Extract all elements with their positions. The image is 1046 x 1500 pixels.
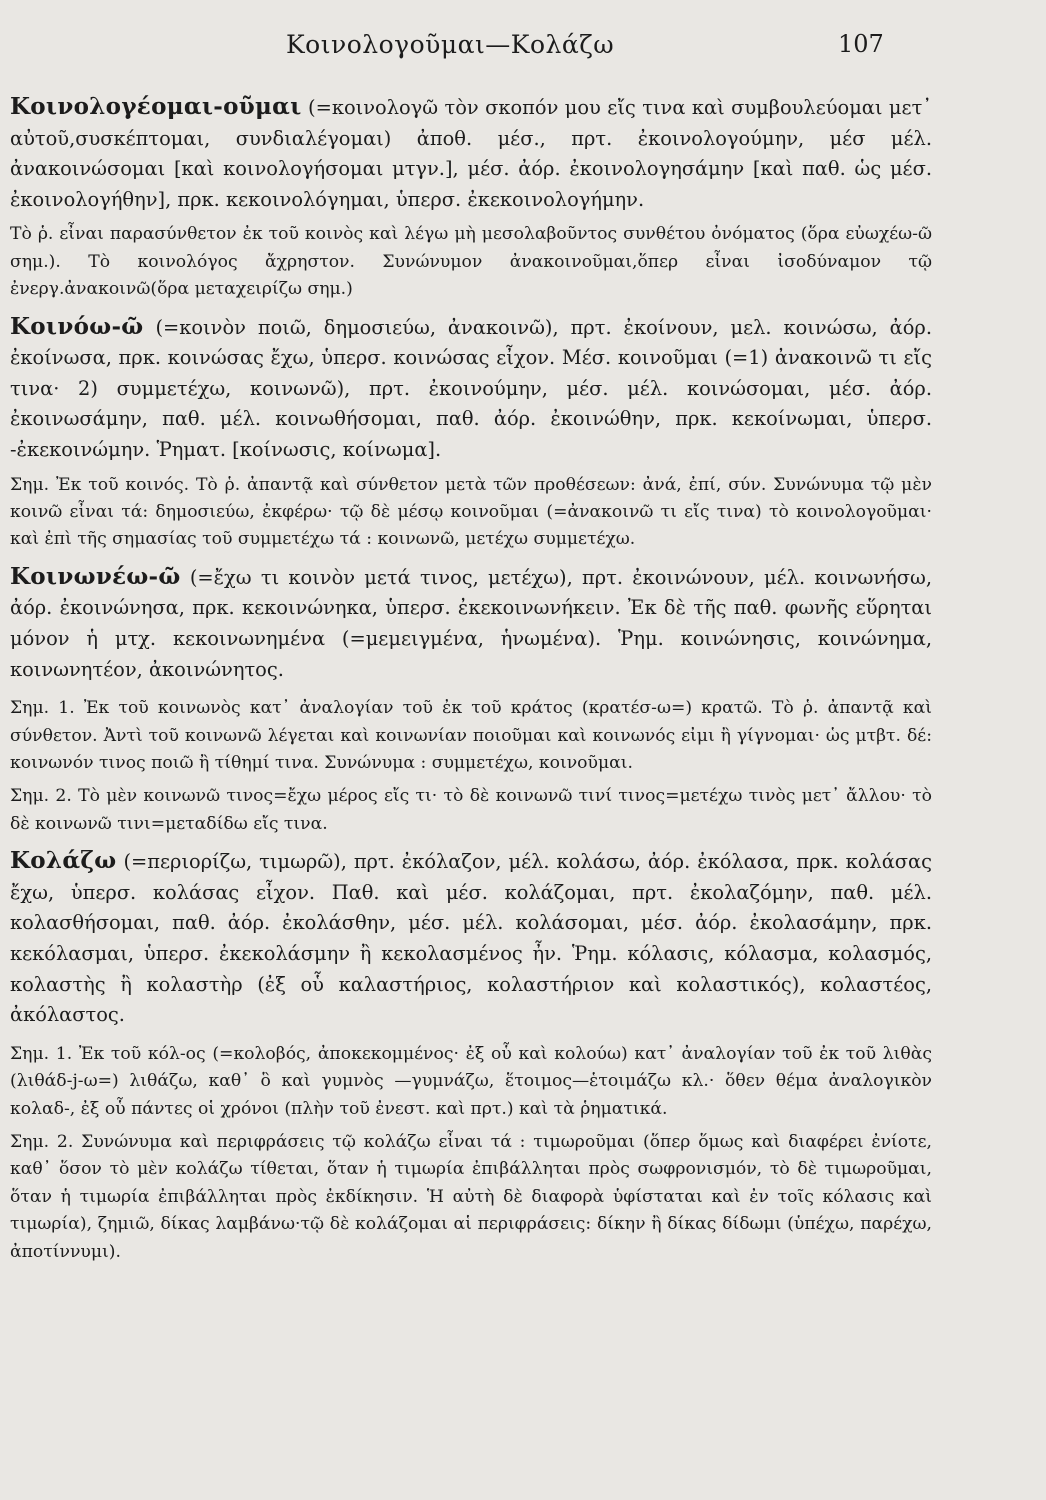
page-body (10, 92, 932, 1266)
entry-note (10, 1129, 932, 1266)
note-text: Σημ. 1. Ἐκ τοῦ κοινωνὸς κατ᾽ ἀναλογίαν τοῦ ἐκ τοῦ κράτος (κρατέσ-ω=) κρατῶ. Τὸ ῥ. ἀπαντᾷ καὶ σύνθετον. Ἀντὶ τοῦ κοινωνῶ λέγεται καὶ κοινωνίαν ποιοῦμαι καὶ κοινωνός εἰμι ἢ γίγνομαι· ὡς μτβτ. δέ: κοινωνόν τινος ποιῶ ἢ τίθημί τινα. Συνώνυμα : συμμετέχω, κοινοῦμαι. (10, 698, 932, 773)
headword: Κοινόω-ῶ (10, 312, 144, 340)
entry-kolazo (10, 846, 932, 1266)
headword: Κοινωνέω-ῶ (10, 562, 181, 590)
note-text: Σημ. 2. Συνώνυμα καὶ περιφράσεις τῷ κολάζω εἶναι τά : τιμωροῦμαι (ὅπερ ὅμως καὶ διαφέρει ἐνίοτε, καθ᾽ ὅσον τὸ μὲν κολάζω τίθεται, ὅταν ἡ τιμωρία ἐπιβάλληται πρὸς σωφρονισμόν, τὸ δὲ τιμωροῦμαι, ὅταν ἡ τιμωρία ἐπιβάλληται πρὸς ἐκδίκησιν. Ἡ αὐτὴ δὲ διαφορὰ ὑφίσταται καὶ ἐν τοῖς κόλασις καὶ τιμωρία), ζημιῶ, δίκας λαμβάνω·τῷ δὲ κολάζομαι αἱ περιφράσεις: δίκην ἢ δίκας δίδωμι (ὑπέχω, παρέχω, ἀποτίννυμι). (10, 1131, 932, 1262)
entry-definition: (=περιορίζω, τιμωρῶ), πρτ. ἐκόλαζον, μέλ. κολάσω, ἀόρ. ἐκόλασα, πρκ. κολάσας ἔχω, ὑπερσ. κολάσας εἶχον. Παθ. καὶ μέσ. κολάζομαι, πρτ. ἐκολαζόμην, παθ. μέλ. κολασθήσομαι, παθ. ἀόρ. ἐκολάσθην, μέσ. μέλ. κολάσομαι, μέσ. ἀόρ. ἐκολασάμην, πρκ. κεκόλασμαι, ὑπερσ. ἐκεκολάσμην ἢ κεκολασμένος ἦν. Ῥημ. κόλασις, κόλασμα, κολασμός, κολαστὴς ἢ κολαστὴρ (ἐξ οὗ καλαστήριος, κολαστήριον καὶ κολαστικός), κολαστέος, ἀκόλαστος. (10, 850, 932, 1027)
note-text: Σημ. 1. Ἐκ τοῦ κόλ-ος (=κολοβός, ἀποκεκομμένος· ἐξ οὗ καὶ κολούω) κατ᾽ ἀναλογίαν τοῦ ἐκ τοῦ λιθὰς (λιθάδ-j-ω=) λιθάζω, καθ᾽ ὃ καὶ γυμνὸς —γυμνάζω, ἕτοιμος—ἑτοιμάζω κλ.· ὅθεν θέμα ἀναλογικὸν κολαδ-, ἐξ οὗ πάντες οἱ χρόνοι (πλὴν τοῦ ἐνεστ. καὶ πρτ.) καὶ τὰ ῥηματικά. (10, 1043, 932, 1119)
entry-text (10, 312, 932, 466)
entry-note (10, 472, 932, 554)
note-text: Τὸ ῥ. εἶναι παρασύνθετον ἐκ τοῦ κοινὸς καὶ λέγω μὴ μεσολαβοῦντος συνθέτου ὀνόματος (ὅρα εὐωχέω-ῶ σημ.). Τὸ κοινολόγος ἄχρηστον. Συνώνυμον ἀνακοινοῦμαι,ὅπερ εἶναι ἰσοδύναμον τῷ ἐνεργ.ἀνακοινῶ(ὅρα μεταχειρίζω σημ.) (10, 224, 932, 300)
headword: Κοινολογέομαι-οῦμαι (10, 93, 302, 120)
entry-koinoo (10, 312, 932, 554)
page-number: 107 (838, 30, 884, 58)
entry-definition: (=κοινολογῶ τὸν σκοπόν μου εἴς τινα καὶ συμβουλεύομαι μετ᾽ αὐτοῦ,συσκέπτομαι, συνδιαλέγομαι) ἀποθ. μέσ., πρτ. ἐκοινολογούμην, μέσ μέλ. ἀνακοινώσομαι [καὶ κοινολογήσομαι μτγν.], μέσ. ἀόρ. ἐκοινολογησάμην [καὶ παθ. ὡς μέσ. ἐκοινολογήθην], πρκ. κεκοινολόγημαι, ὑπερσ. ἐκεκοινολογήμην. (10, 96, 932, 211)
entry-note (10, 221, 932, 303)
headword: Κολάζω (10, 847, 117, 875)
note-text: Σημ. Ἐκ τοῦ κοινός. Τὸ ῥ. ἀπαντᾷ καὶ σύνθετον μετὰ τῶν προθέσεων: ἀνά, ἐπί, σύν. Συνώνυμα τῷ μὲν κοινῶ εἶναι τά: δημοσιεύω, ἐκφέρω· τῷ δὲ μέσῳ κοινοῦμαι (=ἀνακοινῶ τι εἴς τινα) τὸ κοινολογοῦμαι· καὶ ἐπὶ τῆς σημασίας τοῦ συμμετέχω τά : κοινωνῶ, μετέχω συμμετέχω. (10, 474, 932, 550)
entry-text (10, 92, 932, 215)
entry-definition: (=ἔχω τι κοινὸν μετά τινος, μετέχω), πρτ. ἐκοινώνουν, μέλ. κοινωνήσω, ἀόρ. ἐκοινώνησα, πρκ. κεκοινώνηκα, ὑπερσ. ἐκεκοινωνήκειν. Ἐκ δὲ τῆς παθ. φωνῆς εὕρηται μόνον ἡ μτχ. κεκοινωνημένα (=μεμειγμένα, ἡνωμένα). Ῥημ. κοινώνησις, κοινώνημα, κοινωνητέον, ἀκοινώνητος. (10, 565, 932, 681)
page-header (0, 30, 1046, 66)
entry-text (10, 562, 932, 685)
note-text: Σημ. 2. Τὸ μὲν κοινωνῶ τινος=ἔχω μέρος εἴς τι· τὸ δὲ κοινωνῶ τινί τινος=μετέχω τινὸς μετ᾽ ἄλλου· τὸ δὲ κοινωνῶ τινι=μεταδίδω εἴς τινα. (10, 786, 932, 834)
entry-koinoneo (10, 562, 932, 838)
entry-note (10, 1041, 932, 1123)
entry-note (10, 783, 932, 838)
entry-definition: (=κοινὸν ποιῶ, δημοσιεύω, ἀνακοινῶ), πρτ. ἐκοίνουν, μελ. κοινώσω, ἀόρ. ἐκοίνωσα, πρκ. κοινώσας ἔχω, ὑπερσ. κοινώσας εἶχον. Μέσ. κοινοῦμαι (=1) ἀνακοινῶ τι εἴς τινα· 2) συμμετέχω, κοινωνῶ), πρτ. ἐκοινούμην, μέσ. μέλ. κοινώσομαι, μέσ. ἀόρ. ἐκοινωσάμην, παθ. μέλ. κοινωθήσομαι, παθ. ἀόρ. ἐκοινώθην, πρκ. κεκοίνωμαι, ὑπερσ. -ἐκεκοινώμην. Ῥηματ. [κοίνωσις, κοίνωμα]. (10, 315, 932, 461)
running-head: Κοινολογοῦμαι—Κολάζω (286, 30, 615, 59)
entry-koinologeomai (10, 92, 932, 304)
entry-note (10, 695, 932, 777)
entry-text (10, 846, 932, 1031)
